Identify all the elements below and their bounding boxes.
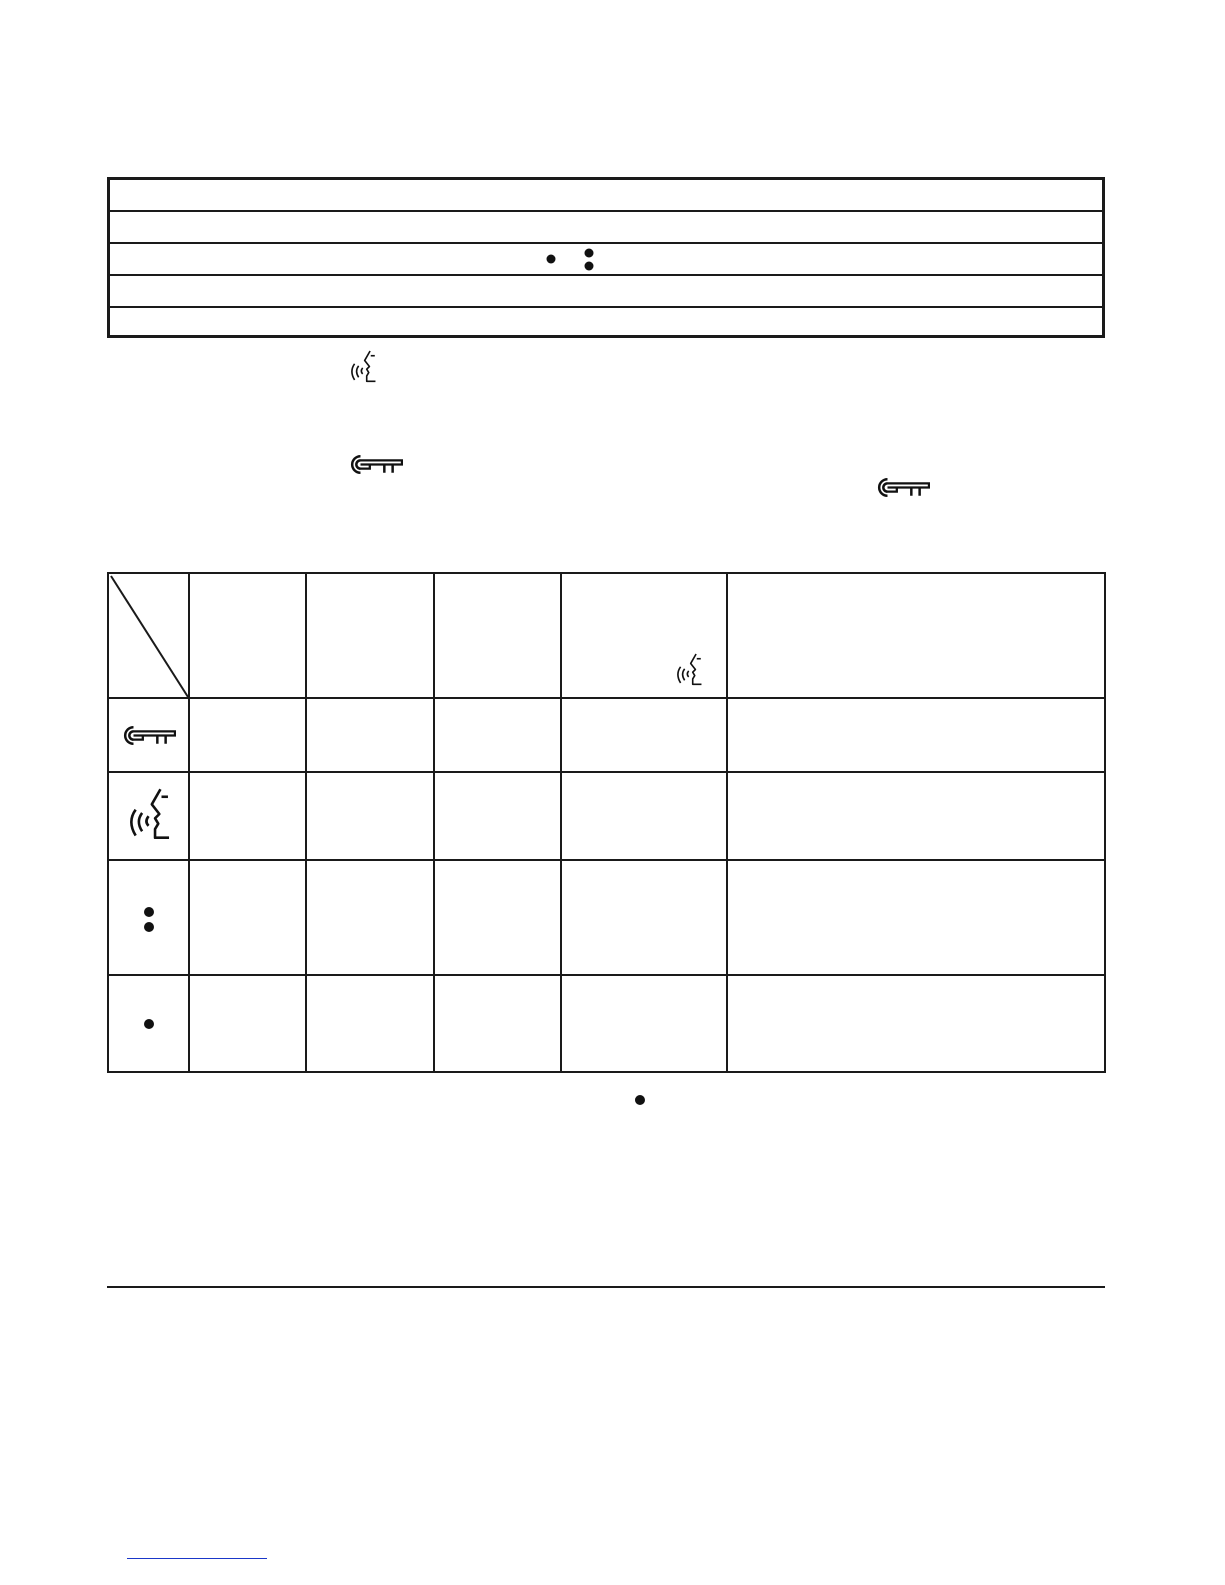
header-table: [107, 177, 1105, 338]
icon-matrix-table: [107, 572, 1106, 1073]
key-icon: [347, 453, 403, 476]
column-divider: [305, 574, 307, 1071]
single-dot-icon: [634, 1094, 646, 1106]
single-dot-icon: [143, 1018, 155, 1030]
table-row-divider: [110, 210, 1102, 212]
voice-speaking-icon: [674, 652, 702, 687]
double-dot-icon: [584, 248, 594, 272]
column-divider: [560, 574, 562, 1071]
column-divider: [433, 574, 435, 1071]
voice-speaking-icon: [125, 786, 170, 842]
single-dot-icon: [546, 254, 556, 264]
link-underline[interactable]: [127, 1558, 267, 1559]
table-row-divider: [110, 306, 1102, 308]
row-divider: [109, 771, 1104, 773]
corner-diagonal: [109, 574, 189, 698]
row-divider: [109, 697, 1104, 699]
row-divider: [109, 974, 1104, 976]
footer-divider: [107, 1286, 1105, 1288]
table-row-divider: [110, 242, 1102, 244]
row-divider: [109, 859, 1104, 861]
voice-speaking-icon: [348, 349, 376, 384]
key-icon: [120, 724, 176, 747]
double-dot-icon: [143, 906, 155, 934]
column-divider: [726, 574, 728, 1071]
table-row-divider: [110, 274, 1102, 276]
key-icon: [874, 476, 930, 499]
